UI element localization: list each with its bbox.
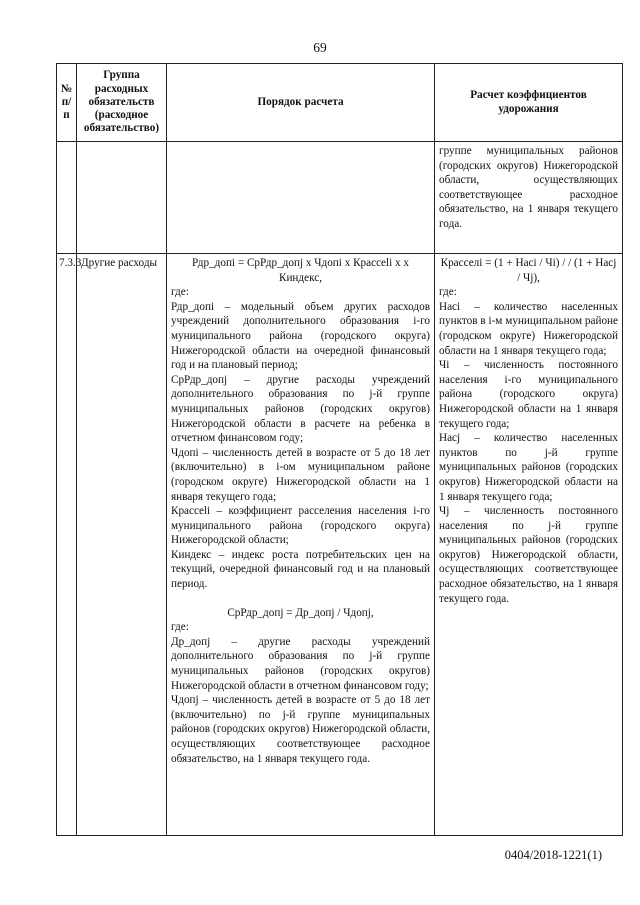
coef-definition-1: Насі – количество населенных пунктов в i-м муниципальном районе (городском округе) Нижегородской области на 1 января текущего года; [439,300,618,357]
calc-definition-4: Кpaccelі – коэффициент расселения населения i-го муниципального района (городского округа) Нижегородской области; [171,505,430,547]
calc-formula-2: СрРдр_допj = Др_допj / Чдопj, [227,606,374,619]
calc-definition-5: Киндекс – индекс роста потребительских цен на текущий, очередной финансовый год и на плановый период. [171,548,430,591]
coef-definition-4: Чj – численность постоянного населения по j-й группе муниципальных районов (городских округов) Нижегородской области, осуществляющих соответствующее расходное обязательство, на 1 января текущего года. [439,505,618,605]
header-calc: Порядок расчета [167,64,435,142]
cell-number-empty [57,142,77,254]
calc-definition-6: Др_допj – другие расходы учреждений дополнительного образования по j-й группе муниципальных районов (городских округов) Нижегородской области в отчетном финансовом году; [171,635,430,692]
cell-coef-continuation [435,142,623,254]
footer-document-code: 0404/2018-1221(1) [504,848,602,862]
calc-definition-2: СрРдр_допj – другие расходы учреждений дополнительного образования по j-й группе муниципальных районов (городских округов) Нижегородской области в расчете на ребенка в отчетном финансовом году; [171,373,430,445]
calc-where-2: где: [171,621,189,634]
cell-row-coef [435,254,623,836]
calc-definition-3: Чдопi – численность детей в возрасте от 5 до 18 лет (включительно) в i-ом муниципальном районе (городском округе) Нижегородской области на 1 января текущего года; [171,446,430,503]
header-coef: Расчет коэффициентов удорожания [435,64,623,142]
calc-formula-1: Рдр_допi = СрРдр_допj x Чдопi x Кpaccelі x x Киндекс, [191,257,409,284]
cell-calc-empty [167,142,435,254]
coef-continuation-text: группе муниципальных районов (городских округов) Нижегородской области, осуществляющих соответствующее расходное обязательство, на 1 января текущего года. [439,145,618,230]
calc-where-1: где: [171,286,189,299]
calculation-table [56,63,623,836]
coef-definition-2: Чі – численность постоянного населения i-го муниципального района (городского округа) Нижегородской области на 1 января текущего года; [439,359,618,430]
coef-where: где: [439,286,457,299]
cell-group-empty [77,142,167,254]
cell-row-calc [167,254,435,836]
header-group: Группа расходных обязательств (расходное обязательство) [77,64,167,142]
page-number: 69 [313,40,327,55]
table-row-continuation [57,142,623,254]
table-header-row [57,64,623,142]
calc-definition-7: Чдопj – численность детей в возрасте от 5 до 18 лет (включительно) по j-й группе муниципальных районов (городских округов) Нижегородской области, осуществляющих соответствующее расходное обязательство, на 1 января текущего года. [171,694,430,765]
coef-formula: Красселі = (1 + Насі / Чі) / / (1 + Насj / Чj), [440,257,617,284]
cell-row-number: 7.3.3 [57,254,77,836]
header-number: № п/п [57,64,77,142]
cell-row-group: Другие расходы [77,254,167,836]
table-row-7-3-3 [57,254,623,836]
coef-definition-3: Насj – количество населенных пунктов по j-й группе муниципальных районов (городских округов) Нижегородской области на 1 января текущего года; [439,432,618,503]
calc-definition-1: Рдр_допi – модельный объем других расходов учреждений дополнительного образования i-го муниципального района (городского округа) Нижегородской области на очередной финансовый год и на плановый период; [171,300,430,372]
